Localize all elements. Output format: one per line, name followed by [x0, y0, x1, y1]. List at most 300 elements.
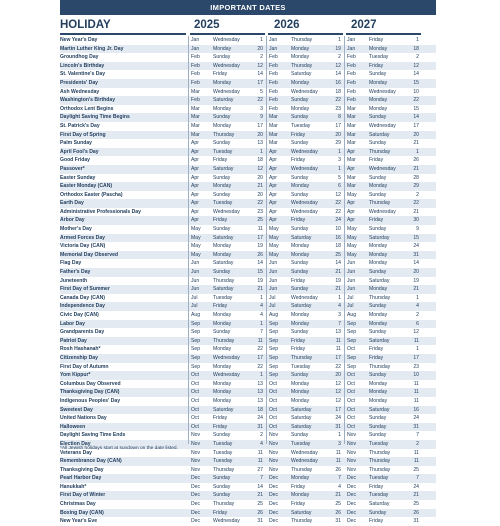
- day-cell: 12: [335, 397, 341, 404]
- holiday-name: Mother's Day: [60, 226, 92, 233]
- day-cell: 2: [416, 440, 419, 447]
- month-cell: Mar: [347, 157, 356, 164]
- month-cell: Mar: [347, 122, 356, 129]
- month-cell: Sep: [191, 354, 201, 361]
- month-cell: Jul: [269, 303, 276, 310]
- weekday-cell: Sunday: [291, 140, 309, 147]
- month-cell: Mar: [191, 131, 200, 138]
- weekday-cell: Friday: [369, 518, 384, 525]
- holiday-name: New Year's Eve: [60, 518, 98, 525]
- day-cell: 11: [335, 458, 341, 465]
- holiday-name: Washington's Birthday: [60, 97, 116, 104]
- month-cell: Apr: [191, 191, 199, 198]
- holiday-column-header: HOLIDAY: [60, 19, 111, 31]
- weekday-cell: Thursday: [369, 449, 391, 456]
- table-row: [60, 466, 436, 475]
- month-cell: Dec: [191, 518, 201, 525]
- day-cell: 19: [335, 277, 341, 284]
- holiday-name: Thanksgiving Day (CAN): [60, 389, 120, 396]
- month-cell: Sep: [269, 372, 279, 379]
- day-cell: 29: [413, 183, 419, 190]
- holiday-name: Orthodox Easter (Pascha): [60, 191, 123, 198]
- day-cell: 3: [338, 312, 341, 318]
- weekday-cell: Thursday: [213, 501, 235, 508]
- weekday-cell: Wednesday: [213, 208, 240, 215]
- month-cell: Sep: [191, 337, 201, 344]
- day-cell: 11: [335, 449, 341, 456]
- weekday-cell: Monday: [291, 380, 310, 387]
- weekday-cell: Tuesday: [369, 440, 389, 447]
- month-cell: Feb: [347, 97, 356, 104]
- day-cell: 21: [413, 165, 419, 172]
- month-cell: Nov: [347, 466, 357, 473]
- month-cell: Mar: [347, 105, 356, 112]
- weekday-cell: Monday: [369, 389, 388, 396]
- weekday-cell: Sunday: [291, 97, 309, 104]
- weekday-cell: Sunday: [213, 269, 231, 276]
- month-cell: Sep: [191, 346, 201, 353]
- day-cell: 12: [413, 62, 419, 69]
- day-cell: 20: [257, 131, 263, 138]
- weekday-cell: Thursday: [369, 148, 391, 155]
- weekday-cell: Wednesday: [213, 37, 240, 43]
- holiday-name: Yom Kippur*: [60, 372, 91, 379]
- weekday-cell: Wednesday: [213, 62, 240, 69]
- month-cell: Oct: [191, 415, 199, 422]
- page-banner: IMPORTANT DATES: [60, 0, 436, 15]
- day-cell: 31: [413, 423, 419, 430]
- month-cell: Apr: [269, 200, 277, 207]
- weekday-cell: Tuesday: [213, 458, 233, 465]
- month-cell: Jul: [191, 294, 198, 301]
- month-cell: Feb: [347, 71, 356, 78]
- weekday-cell: Saturday: [291, 423, 312, 430]
- month-cell: Dec: [191, 475, 201, 482]
- holiday-name: Sweetest Day: [60, 406, 93, 413]
- weekday-cell: Monday: [369, 45, 388, 52]
- weekday-cell: Monday: [213, 45, 232, 52]
- month-cell: Oct: [269, 415, 277, 422]
- month-cell: Aug: [269, 312, 279, 318]
- month-cell: Sep: [347, 337, 357, 344]
- weekday-cell: Thursday: [291, 62, 313, 69]
- table-row: [60, 208, 436, 217]
- month-cell: Jun: [347, 260, 356, 267]
- weekday-cell: Monday: [291, 475, 310, 482]
- weekday-cell: Monday: [213, 320, 232, 327]
- weekday-cell: Saturday: [291, 509, 312, 516]
- weekday-cell: Friday: [369, 62, 384, 69]
- day-cell: 4: [416, 303, 419, 310]
- month-cell: Sep: [347, 363, 357, 370]
- table-row: [60, 62, 436, 71]
- month-cell: Dec: [269, 475, 279, 482]
- day-cell: 11: [413, 337, 419, 344]
- day-cell: 18: [257, 157, 263, 164]
- day-cell: 17: [413, 122, 419, 129]
- holiday-name: Easter Sunday: [60, 174, 96, 181]
- weekday-cell: Monday: [369, 380, 388, 387]
- weekday-cell: Tuesday: [369, 492, 389, 499]
- month-cell: Jan: [269, 37, 278, 43]
- month-cell: Mar: [269, 114, 278, 121]
- month-cell: Oct: [269, 397, 277, 404]
- day-cell: 19: [257, 277, 263, 284]
- day-cell: 26: [413, 157, 419, 164]
- holiday-name: Easter Monday (CAN): [60, 183, 113, 190]
- month-cell: May: [347, 191, 357, 198]
- day-cell: 20: [257, 45, 263, 52]
- table-row: [60, 328, 436, 337]
- month-cell: Feb: [347, 79, 356, 86]
- holiday-name: Hanukkah*: [60, 483, 87, 490]
- month-cell: Dec: [347, 492, 357, 499]
- day-cell: 9: [260, 114, 263, 121]
- holiday-name: Indigenous Peoples' Day: [60, 397, 121, 404]
- day-cell: 25: [257, 501, 263, 508]
- weekday-cell: Monday: [369, 105, 388, 112]
- weekday-cell: Sunday: [213, 432, 231, 439]
- weekday-cell: Friday: [291, 157, 306, 164]
- day-cell: 25: [335, 251, 341, 258]
- day-cell: 23: [257, 208, 263, 215]
- weekday-cell: Sunday: [369, 226, 387, 233]
- day-cell: 1: [260, 148, 263, 155]
- month-cell: Nov: [269, 432, 279, 439]
- holiday-name: April Fool's Day: [60, 148, 99, 155]
- table-row: [60, 139, 436, 148]
- weekday-cell: Sunday: [213, 174, 231, 181]
- day-cell: 1: [338, 432, 341, 439]
- month-cell: Oct: [269, 380, 277, 387]
- weekday-cell: Monday: [291, 492, 310, 499]
- month-cell: Apr: [191, 157, 199, 164]
- weekday-cell: Monday: [369, 79, 388, 86]
- weekday-cell: Tuesday: [369, 54, 389, 61]
- weekday-cell: Tuesday: [291, 363, 311, 370]
- day-cell: 2: [338, 54, 341, 61]
- weekday-cell: Monday: [291, 320, 310, 327]
- weekday-cell: Monday: [213, 389, 232, 396]
- month-cell: Mar: [347, 140, 356, 147]
- holiday-name: Daylight Saving Time Ends: [60, 432, 126, 439]
- day-cell: 24: [413, 483, 419, 490]
- weekday-cell: Sunday: [213, 475, 231, 482]
- holiday-name: St. Valentine's Day: [60, 71, 106, 78]
- month-cell: Oct: [347, 346, 355, 353]
- weekday-cell: Friday: [291, 346, 306, 353]
- weekday-cell: Monday: [291, 389, 310, 396]
- month-cell: Apr: [191, 165, 199, 172]
- month-cell: Apr: [269, 157, 277, 164]
- table-row: [60, 165, 436, 174]
- weekday-cell: Sunday: [291, 372, 309, 379]
- day-cell: 14: [257, 71, 263, 78]
- weekday-cell: Thursday: [213, 337, 235, 344]
- day-cell: 18: [335, 243, 341, 250]
- month-cell: Jun: [347, 269, 356, 276]
- weekday-cell: Wednesday: [213, 354, 240, 361]
- holiday-name: Civic Day (CAN): [60, 312, 99, 318]
- month-cell: Apr: [191, 174, 199, 181]
- month-cell: Mar: [191, 88, 200, 95]
- weekday-cell: Sunday: [291, 191, 309, 198]
- day-cell: 22: [335, 363, 341, 370]
- table-row: [60, 337, 436, 346]
- table-row: [60, 225, 436, 234]
- weekday-cell: Sunday: [291, 260, 309, 267]
- month-cell: Apr: [347, 208, 355, 215]
- holiday-name: St. Patrick's Day: [60, 122, 100, 129]
- month-cell: Jan: [191, 45, 200, 52]
- month-cell: Oct: [269, 406, 277, 413]
- table-row: [60, 191, 436, 200]
- weekday-cell: Friday: [213, 415, 228, 422]
- table-row: [60, 174, 436, 183]
- weekday-cell: Friday: [291, 337, 306, 344]
- day-cell: 17: [335, 122, 341, 129]
- day-cell: 17: [257, 234, 263, 241]
- month-cell: May: [269, 243, 279, 250]
- month-cell: Dec: [269, 518, 279, 525]
- weekday-cell: Thursday: [291, 354, 313, 361]
- month-cell: May: [269, 251, 279, 258]
- weekday-cell: Friday: [291, 501, 306, 508]
- day-cell: 19: [335, 45, 341, 52]
- table-row: [60, 423, 436, 432]
- weekday-cell: Friday: [213, 423, 228, 430]
- month-cell: Apr: [269, 148, 277, 155]
- day-cell: 20: [257, 191, 263, 198]
- weekday-cell: Wednesday: [291, 449, 318, 456]
- day-cell: 18: [257, 406, 263, 413]
- day-cell: 25: [413, 501, 419, 508]
- month-cell: Jan: [269, 45, 278, 52]
- month-cell: Apr: [269, 165, 277, 172]
- table-row: [60, 113, 436, 122]
- month-cell: Mar: [191, 114, 200, 121]
- table-row: [60, 131, 436, 140]
- day-cell: 31: [413, 518, 419, 525]
- day-cell: 22: [257, 363, 263, 370]
- day-cell: 22: [335, 208, 341, 215]
- table-row: [60, 397, 436, 406]
- day-cell: 14: [413, 260, 419, 267]
- weekday-cell: Monday: [291, 397, 310, 404]
- weekday-cell: Saturday: [291, 234, 312, 241]
- holiday-name: Daylight Saving Time Begins: [60, 114, 130, 121]
- month-cell: Oct: [191, 372, 199, 379]
- day-cell: 21: [257, 183, 263, 190]
- day-cell: 17: [335, 406, 341, 413]
- weekday-cell: Monday: [213, 79, 232, 86]
- holiday-name: Independence Day: [60, 303, 106, 310]
- month-cell: Dec: [269, 501, 279, 508]
- table-row: [60, 388, 436, 397]
- weekday-cell: Sunday: [369, 423, 387, 430]
- month-cell: Feb: [191, 54, 200, 61]
- weekday-cell: Friday: [291, 217, 306, 224]
- month-cell: Mar: [269, 131, 278, 138]
- table-row: [60, 259, 436, 268]
- weekday-cell: Friday: [213, 71, 228, 78]
- month-cell: Dec: [347, 475, 357, 482]
- table-row: [60, 431, 436, 440]
- day-cell: 1: [338, 294, 341, 301]
- weekday-cell: Wednesday: [369, 122, 396, 129]
- month-cell: Feb: [191, 79, 200, 86]
- weekday-cell: Sunday: [291, 329, 309, 336]
- day-cell: 1: [416, 294, 419, 301]
- day-cell: 13: [257, 397, 263, 404]
- weekday-cell: Sunday: [213, 191, 231, 198]
- month-cell: Nov: [269, 440, 279, 447]
- day-cell: 7: [260, 475, 263, 482]
- month-cell: Mar: [269, 122, 278, 129]
- weekday-cell: Sunday: [369, 415, 387, 422]
- day-cell: 7: [338, 320, 341, 327]
- day-cell: 1: [260, 37, 263, 43]
- month-cell: Apr: [191, 140, 199, 147]
- table-row: [60, 268, 436, 277]
- day-cell: 22: [257, 200, 263, 207]
- table-row: [60, 79, 436, 88]
- weekday-cell: Thursday: [213, 277, 235, 284]
- day-cell: 10: [413, 88, 419, 95]
- table-row: [60, 182, 436, 191]
- month-cell: May: [347, 251, 357, 258]
- month-cell: Feb: [191, 97, 200, 104]
- weekday-cell: Monday: [213, 312, 232, 318]
- month-cell: Dec: [191, 492, 201, 499]
- month-cell: May: [347, 226, 357, 233]
- table-row: [60, 363, 436, 372]
- month-cell: Jul: [347, 294, 354, 301]
- month-cell: May: [191, 234, 201, 241]
- month-cell: Sep: [269, 346, 279, 353]
- day-cell: 7: [416, 475, 419, 482]
- column-divider: [188, 36, 189, 444]
- month-cell: Oct: [347, 380, 355, 387]
- month-cell: Nov: [191, 458, 201, 465]
- day-cell: 1: [338, 148, 341, 155]
- holiday-name: Labor Day: [60, 320, 85, 327]
- holiday-name: Boxing Day (CAN): [60, 509, 104, 516]
- weekday-cell: Sunday: [369, 140, 387, 147]
- table-row: [60, 517, 436, 526]
- month-cell: Apr: [269, 183, 277, 190]
- table-row: [60, 483, 436, 492]
- weekday-cell: Monday: [291, 105, 310, 112]
- weekday-cell: Monday: [213, 346, 232, 353]
- day-cell: 11: [335, 337, 341, 344]
- day-cell: 20: [335, 372, 341, 379]
- month-cell: Jul: [347, 303, 354, 310]
- month-cell: Feb: [269, 79, 278, 86]
- day-cell: 13: [257, 140, 263, 147]
- year-2027-header-rule: [346, 33, 421, 35]
- month-cell: Nov: [347, 440, 357, 447]
- holiday-table: [60, 36, 436, 526]
- day-cell: 19: [257, 243, 263, 250]
- weekday-cell: Sunday: [291, 174, 309, 181]
- weekday-cell: Sunday: [369, 303, 387, 310]
- day-cell: 31: [335, 518, 341, 525]
- holiday-name: Armed Forces Day: [60, 234, 106, 241]
- day-cell: 26: [335, 509, 341, 516]
- month-cell: Oct: [347, 406, 355, 413]
- month-cell: Sep: [191, 363, 201, 370]
- month-cell: Dec: [347, 509, 357, 516]
- holiday-name: Citizenship Day: [60, 354, 98, 361]
- day-cell: 1: [416, 148, 419, 155]
- weekday-cell: Thursday: [291, 466, 313, 473]
- weekday-cell: Thursday: [369, 294, 391, 301]
- month-cell: May: [191, 251, 201, 258]
- month-cell: Dec: [269, 509, 279, 516]
- day-cell: 2: [416, 191, 419, 198]
- table-row: [60, 320, 436, 329]
- weekday-cell: Sunday: [291, 226, 309, 233]
- table-row: [60, 251, 436, 260]
- month-cell: May: [191, 226, 201, 233]
- day-cell: 27: [257, 466, 263, 473]
- day-cell: 7: [416, 432, 419, 439]
- weekday-cell: Monday: [291, 312, 310, 318]
- holiday-name: Christmas Day: [60, 501, 96, 508]
- month-cell: Feb: [269, 88, 278, 95]
- weekday-cell: Monday: [369, 260, 388, 267]
- weekday-cell: Sunday: [213, 114, 231, 121]
- day-cell: 31: [413, 251, 419, 258]
- day-cell: 15: [413, 234, 419, 241]
- month-cell: Jul: [269, 294, 276, 301]
- day-cell: 21: [335, 492, 341, 499]
- day-cell: 15: [413, 79, 419, 86]
- month-cell: Jun: [347, 286, 356, 293]
- month-cell: Oct: [347, 415, 355, 422]
- weekday-cell: Friday: [291, 483, 306, 490]
- day-cell: 8: [338, 114, 341, 121]
- month-cell: May: [269, 226, 279, 233]
- month-cell: Apr: [269, 217, 277, 224]
- month-cell: Jun: [191, 286, 200, 293]
- month-cell: Jun: [191, 277, 200, 284]
- weekday-cell: Tuesday: [213, 294, 233, 301]
- weekday-cell: Wednesday: [291, 200, 318, 207]
- weekday-cell: Monday: [213, 122, 232, 129]
- holiday-name: Flag Day: [60, 260, 82, 267]
- day-cell: 31: [335, 423, 341, 430]
- day-cell: 18: [413, 45, 419, 52]
- holiday-name: Lincoln's Birthday: [60, 62, 105, 69]
- weekday-cell: Saturday: [213, 406, 234, 413]
- month-cell: Dec: [269, 483, 279, 490]
- month-cell: Feb: [269, 62, 278, 69]
- holiday-name: Halloween: [60, 423, 86, 430]
- year-2025-header-rule: [190, 33, 265, 35]
- holiday-name: Rosh Hashanah*: [60, 346, 101, 353]
- day-cell: 22: [257, 346, 263, 353]
- weekday-cell: Saturday: [369, 406, 390, 413]
- weekday-cell: Friday: [291, 277, 306, 284]
- month-cell: Feb: [347, 54, 356, 61]
- day-cell: 11: [413, 397, 419, 404]
- day-cell: 11: [413, 449, 419, 456]
- holiday-name: Thanksgiving Day: [60, 466, 104, 473]
- month-cell: Aug: [347, 312, 357, 318]
- month-cell: Oct: [347, 389, 355, 396]
